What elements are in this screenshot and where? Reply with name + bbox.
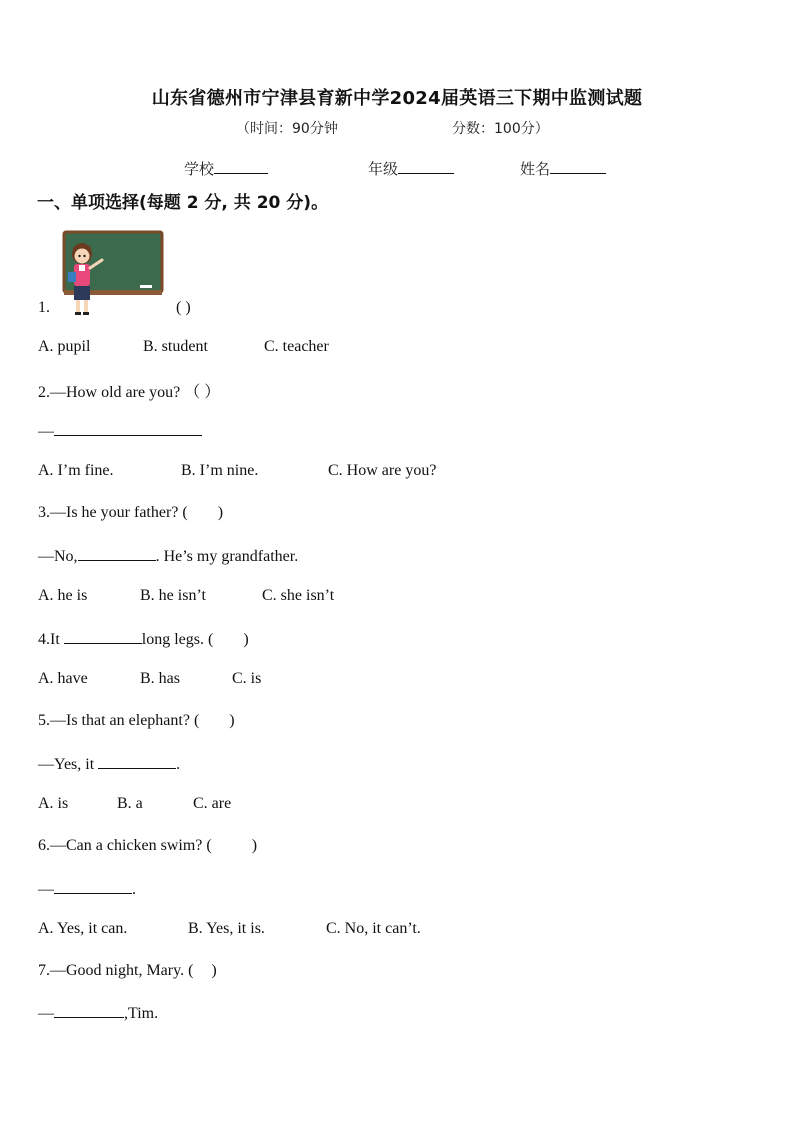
q2-option-b: B. I’m nine. bbox=[181, 462, 259, 479]
q3-option-a: A. he is bbox=[38, 587, 88, 604]
question-1-stem: 1. bbox=[38, 299, 50, 316]
answer-blank bbox=[54, 879, 132, 894]
name-blank bbox=[550, 159, 606, 174]
name-label: 姓名 bbox=[520, 160, 551, 178]
question-3-answer bbox=[38, 546, 298, 566]
question-6-text: 6.—Can a chicken swim? ( bbox=[38, 837, 212, 854]
q1-option-c: C. teacher bbox=[264, 338, 329, 355]
grade-field bbox=[368, 158, 454, 179]
answer-end: . bbox=[132, 881, 136, 898]
answer-blank bbox=[98, 754, 176, 769]
question-4-paren-close: ) bbox=[243, 631, 249, 648]
answer-end: . bbox=[176, 756, 181, 773]
section-heading: 一、单项选择(每题 2 分, 共 20 分)。 bbox=[37, 193, 329, 213]
school-field bbox=[184, 158, 268, 179]
question-6-stem bbox=[38, 837, 257, 855]
q6-option-a: A. Yes, it can. bbox=[38, 920, 128, 937]
question-3-stem bbox=[38, 504, 223, 522]
page-title: 山东省德州市宁津县育新中学2024届英语三下期中监测试题 bbox=[151, 88, 643, 109]
q5-option-c: C. are bbox=[193, 795, 232, 812]
time-info: （时间：90分钟 bbox=[236, 121, 338, 137]
q6-option-c: C. No, it can’t. bbox=[326, 920, 421, 937]
q3-option-c: C. she isn’t bbox=[262, 587, 335, 604]
question-4-blank bbox=[64, 629, 142, 644]
grade-blank bbox=[398, 159, 454, 174]
answer-start: —No, bbox=[38, 548, 78, 565]
question-4-stem bbox=[38, 629, 249, 649]
question-3-text: 3.—Is he your father? ( bbox=[38, 504, 188, 521]
answer-start: — bbox=[38, 1005, 54, 1022]
question-2-paren: （ ） bbox=[184, 384, 221, 401]
q4-option-a: A. have bbox=[38, 670, 88, 687]
q4-option-c: C. is bbox=[232, 670, 262, 687]
q1-option-b: B. student bbox=[143, 338, 208, 355]
question-7-answer bbox=[38, 1003, 158, 1023]
answer-start: —Yes, it bbox=[38, 756, 95, 773]
question-6-answer bbox=[38, 879, 136, 899]
q3-option-b: B. he isn’t bbox=[140, 587, 206, 604]
answer-dash: — bbox=[38, 423, 54, 440]
question-7-stem bbox=[38, 962, 217, 980]
school-blank bbox=[214, 159, 268, 174]
question-7-paren-close: ) bbox=[211, 962, 217, 979]
q5-option-a: A. is bbox=[38, 795, 69, 812]
grade-label: 年级 bbox=[368, 160, 399, 178]
q5-option-b: B. a bbox=[117, 795, 143, 812]
answer-blank bbox=[54, 421, 202, 436]
question-1-paren: ( ) bbox=[176, 299, 191, 316]
question-5-text: 5.—Is that an elephant? ( bbox=[38, 712, 200, 729]
score-info: 分数：100分） bbox=[452, 121, 549, 137]
question-3-paren-close: ) bbox=[217, 504, 224, 521]
question-4-tail: long legs. ( bbox=[141, 631, 214, 648]
answer-start: — bbox=[38, 881, 54, 898]
question-6-paren-close: ) bbox=[251, 837, 258, 854]
question-4-text: 4.It bbox=[38, 631, 60, 648]
name-field bbox=[520, 158, 606, 179]
q2-option-c: C. How are you? bbox=[328, 462, 437, 479]
question-2-stem bbox=[38, 379, 220, 402]
q1-option-a: A. pupil bbox=[38, 338, 91, 355]
question-7-text: 7.—Good night, Mary. ( bbox=[38, 962, 194, 979]
q6-option-b: B. Yes, it is. bbox=[188, 920, 265, 937]
question-2-text: 2.—How old are you? bbox=[38, 384, 181, 401]
answer-blank bbox=[78, 546, 156, 561]
answer-end: ,Tim. bbox=[124, 1005, 159, 1022]
answer-blank bbox=[54, 1003, 124, 1018]
question-5-paren-close: ) bbox=[229, 712, 235, 729]
q4-option-b: B. has bbox=[140, 670, 180, 687]
q2-option-a: A. I’m fine. bbox=[38, 462, 114, 479]
question-2-answer bbox=[38, 421, 202, 441]
answer-end: . He’s my grandfather. bbox=[155, 548, 299, 565]
school-label: 学校 bbox=[184, 160, 215, 178]
question-5-answer bbox=[38, 754, 180, 774]
teacher-at-blackboard-image bbox=[60, 230, 166, 316]
question-5-stem bbox=[38, 712, 235, 730]
